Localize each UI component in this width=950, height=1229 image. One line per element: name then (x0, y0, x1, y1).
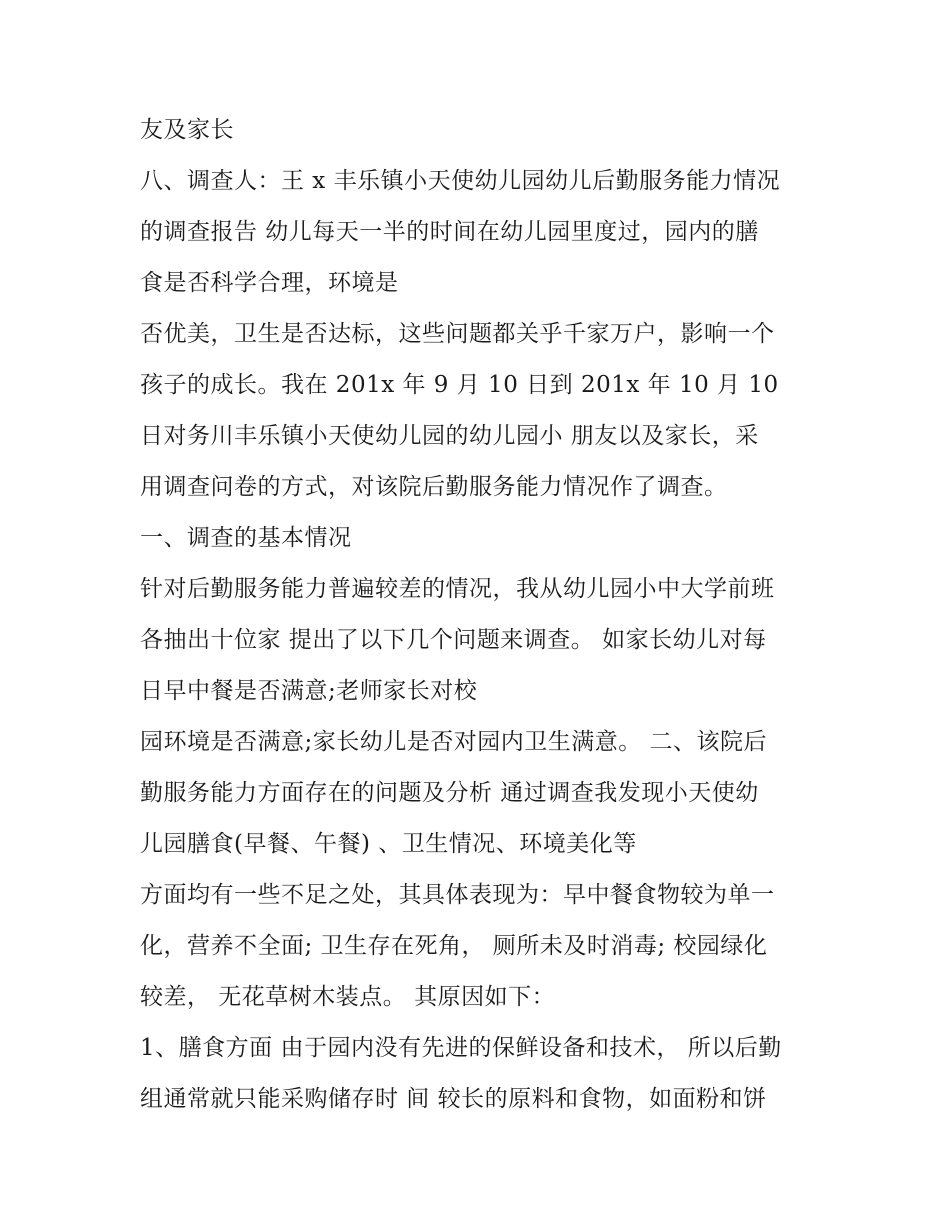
text-line: 方面均有一些不足之处，其具体表现为：早中餐食物较为单一 (140, 882, 775, 908)
text-line: 孩子的成长。我在 201x 年 9 月 10 日到 201x 年 10 月 10 (140, 372, 779, 398)
section-heading: 一、调查的基本情况 (140, 525, 352, 551)
text-line: 日早中餐是否满意;老师家长对校 (140, 678, 478, 704)
text-line: 儿园膳食(早餐、午餐) 、卫生情况、环境美化等 (140, 831, 637, 857)
text-line: 各抽出十位家 提出了以下几个问题来调查。 如家长幼儿对每 (140, 627, 767, 653)
text-line: 较差， 无花草树木装点。 其原因如下： (140, 984, 556, 1010)
text-line: 勤服务能力方面存在的问题及分析 通过调查我发现小天使幼 (140, 780, 759, 806)
text-line: 组通常就只能采购储存时 间 较长的原料和食物，如面粉和饼 (140, 1086, 767, 1112)
text-line: 八、调查人：王 x 丰乐镇小天使幼儿园幼儿后勤服务能力情况 (140, 168, 781, 194)
text-line: 友及家长 (140, 117, 234, 143)
text-line: 园环境是否满意;家长幼儿是否对园内卫生满意。 二、该院后 (140, 729, 768, 755)
text-line: 化，营养不全面; 卫生存在死角， 厕所未及时消毒; 校园绿化 (140, 933, 768, 959)
text-line: 的调查报告 幼儿每天一半的时间在幼儿园里度过，园内的膳 (140, 219, 759, 245)
document-body (140, 110, 840, 1130)
text-line: 用调查问卷的方式，对该院后勤服务能力情况作了调查。 (140, 474, 728, 500)
text-line: 否优美，卫生是否达标，这些问题都关乎千家万户，影响一个 (140, 321, 775, 347)
text-line: 针对后勤服务能力普遍较差的情况，我从幼儿园小中大学前班 (140, 576, 775, 602)
text-line: 日对务川丰乐镇小天使幼儿园的幼儿园小 朋友以及家长，采 (140, 423, 759, 449)
text-line: 1、膳食方面 由于园内没有先进的保鲜设备和技术， 所以后勤 (140, 1035, 782, 1061)
text-line: 食是否科学合理，环境是 (140, 270, 399, 296)
